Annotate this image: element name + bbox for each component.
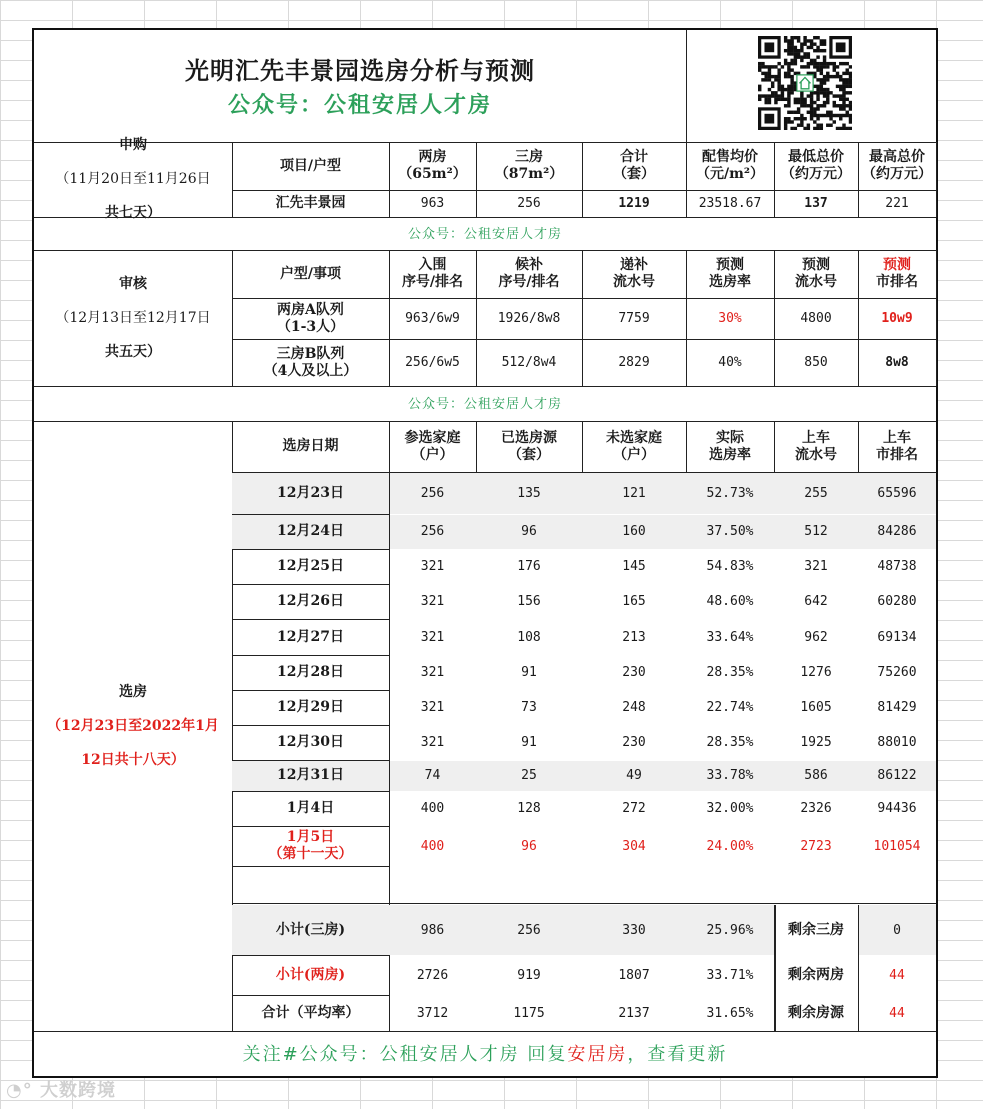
select-date: 12月27日	[277, 628, 344, 645]
select-date: 12月23日	[277, 484, 344, 501]
select-cell: 400	[420, 801, 445, 816]
apply-phase-dates: （11月20日至11月26日	[55, 171, 211, 187]
select-cell: 49	[626, 768, 642, 783]
select-cell: 121	[622, 485, 646, 501]
remaining-value: 0	[893, 922, 901, 938]
apply-header-2: 三房 （87m²）	[494, 149, 564, 182]
review-row-label: 三房B队列 （4人及以上）	[263, 345, 358, 379]
select-cell: 213	[622, 629, 646, 645]
summary-label: 合计（平均率）	[261, 1004, 360, 1021]
select-cell: 321	[804, 559, 828, 574]
select-cell: 145	[622, 559, 646, 574]
select-cell: 22.74%	[706, 700, 754, 715]
select-cell: 321	[420, 629, 445, 645]
select-header-3: 未选家庭 （户）	[606, 429, 662, 463]
select-cell: 24.00%	[706, 838, 754, 854]
review-cell: 512/8w4	[501, 355, 557, 370]
review-cell: 7759	[618, 311, 650, 326]
select-cell: 248	[622, 700, 646, 715]
select-cell: 37.50%	[706, 524, 754, 539]
review-header-6	[858, 250, 936, 298]
review-header-5: 预测 流水号	[795, 257, 837, 290]
select-cell: 96	[521, 524, 537, 539]
review-cell: 8w8	[885, 355, 909, 370]
select-header-2: 已选房源 （套）	[501, 429, 557, 463]
select-cell: 88010	[877, 735, 917, 750]
select-cell: 65596	[877, 485, 917, 501]
select-cell: 2326	[800, 801, 832, 816]
select-phase-days: 12日共十八天）	[81, 751, 185, 768]
select-cell: 400	[420, 838, 445, 854]
qr-code-icon	[758, 36, 852, 130]
select-cell: 176	[517, 559, 541, 574]
apply-header-3: 合计 （套）	[613, 149, 655, 182]
select-cell: 586	[804, 768, 828, 783]
apply-header-4: 配售均价 （元/m²）	[695, 149, 765, 182]
apply-cell-6: 221	[885, 196, 909, 211]
apply-cell-4: 23518.67	[698, 196, 762, 211]
select-cell: 81429	[877, 700, 917, 715]
select-cell: 33.78%	[706, 768, 754, 783]
select-cell: 321	[420, 735, 445, 750]
select-header-4: 实际 选房率	[709, 429, 751, 463]
select-cell: 91	[521, 665, 537, 680]
review-cell: 2829	[618, 355, 650, 370]
page-title: 光明汇先丰景园选房分析与预测	[185, 55, 535, 85]
review-header-1: 入围 序号/排名	[401, 257, 464, 290]
review-phase-dates: （12月13日至12月17日	[55, 309, 211, 326]
select-date: 12月26日	[277, 593, 344, 609]
summary-label: 小计(三房)	[275, 921, 346, 938]
remaining-value: 44	[889, 967, 905, 983]
select-cell: 33.64%	[706, 629, 754, 645]
select-cell: 1276	[800, 665, 832, 680]
select-cell: 28.35%	[706, 735, 754, 750]
apply-cell-3: 1219	[618, 196, 650, 211]
apply-phase-title: 申购	[118, 137, 147, 153]
review-header-0: 户型/事项	[279, 265, 342, 282]
apply-header-0: 项目/户型	[279, 157, 342, 174]
select-header-6: 上车 市排名	[876, 429, 918, 463]
select-phase-title: 选房	[118, 683, 147, 700]
select-date: 1月4日	[286, 800, 335, 816]
select-phase-dates: （12月23日至2022年1月	[47, 717, 219, 734]
review-cell: 963/6w9	[405, 311, 460, 326]
summary-cell: 2726	[416, 967, 449, 983]
summary-cell: 986	[420, 922, 445, 938]
select-cell: 156	[517, 594, 541, 609]
select-date: 12月31日	[277, 767, 344, 783]
apply-phase-days: 共七天）	[104, 205, 161, 221]
remaining-label: 剩余房源	[788, 1004, 844, 1021]
review-cell: 850	[804, 355, 828, 370]
select-cell: 91	[521, 735, 537, 750]
review-phase	[34, 250, 232, 386]
select-cell: 160	[622, 524, 646, 539]
review-phase-days: 共五天）	[104, 343, 161, 360]
review-row-label: 两房A队列 （1-3人）	[276, 301, 345, 335]
summary-cell: 3712	[416, 1005, 449, 1021]
note-wechat-2: 公众号：公租安居人才房	[407, 396, 562, 412]
select-cell: 94436	[877, 801, 917, 816]
select-date: 12月28日	[277, 664, 344, 680]
select-cell: 108	[517, 629, 541, 645]
select-cell: 28.35%	[706, 665, 754, 680]
summary-cell: 33.71%	[706, 967, 754, 983]
select-cell: 1605	[800, 700, 832, 715]
apply-header-1: 两房 （65m²）	[398, 149, 467, 182]
select-cell: 304	[622, 838, 646, 854]
select-cell: 230	[622, 735, 646, 750]
apply-header-6: 最高总价 （约万元）	[862, 149, 932, 182]
review-phase-title: 审核	[118, 275, 147, 292]
footer-part3: ，查看更新	[627, 1043, 728, 1065]
select-header-1: 参选家庭 （户）	[404, 429, 461, 463]
select-cell: 255	[804, 485, 828, 501]
select-cell: 321	[420, 700, 445, 715]
select-cell: 86122	[877, 768, 917, 783]
select-cell: 101054	[873, 838, 921, 854]
select-cell: 1925	[800, 735, 832, 750]
select-header-0: 选房日期	[282, 438, 339, 454]
apply-cell-2: 256	[517, 196, 541, 211]
select-cell: 512	[804, 524, 828, 539]
select-cell: 230	[622, 665, 646, 680]
select-cell: 962	[804, 629, 828, 645]
summary-cell: 31.65%	[706, 1005, 754, 1021]
select-cell: 128	[517, 801, 541, 816]
summary-cell: 330	[622, 922, 646, 938]
summary-cell: 256	[517, 922, 541, 938]
remaining-label: 剩余两房	[788, 966, 844, 983]
summary-cell: 919	[517, 967, 541, 983]
watermark-text: 大数跨境	[40, 1080, 116, 1101]
apply-header-5: 最低总价 （约万元）	[781, 149, 851, 182]
apply-cell-1: 963	[420, 196, 445, 211]
watermark	[6, 1076, 116, 1102]
page-subtitle: 公众号：公租安居人才房	[227, 91, 492, 118]
select-header-5: 上车 流水号	[795, 429, 837, 463]
watermark-icon: ◔°	[6, 1080, 33, 1101]
review-cell: 30%	[718, 311, 742, 326]
footer-note	[34, 1032, 936, 1076]
select-cell: 84286	[877, 524, 917, 539]
remaining-label: 剩余三房	[788, 921, 844, 938]
select-cell: 256	[420, 485, 445, 501]
summary-cell: 1175	[513, 1005, 545, 1021]
apply-cell-0: 汇先丰景园	[275, 195, 346, 211]
select-cell: 60280	[877, 594, 917, 609]
summary-cell: 1807	[618, 967, 650, 983]
review-header-3: 递补 流水号	[613, 257, 655, 290]
select-cell: 321	[420, 559, 445, 574]
review-header-6-top: 预测	[883, 257, 911, 273]
select-cell: 74	[424, 768, 441, 783]
footer-keyword: 安居房	[567, 1043, 628, 1065]
review-header-4: 预测 选房率	[709, 257, 751, 290]
select-cell: 2723	[800, 838, 832, 854]
select-cell: 69134	[877, 629, 917, 645]
select-date: 1月5日 （第十一天）	[268, 829, 353, 862]
footer-part1: 关注#公众号：公租安居人才房 回复	[242, 1043, 568, 1065]
note-wechat-1: 公众号：公租安居人才房	[407, 226, 562, 242]
select-cell: 54.83%	[706, 559, 754, 574]
review-cell: 256/6w5	[405, 355, 460, 370]
select-date: 12月29日	[277, 699, 344, 715]
summary-label: 小计(两房)	[275, 966, 346, 983]
analysis-sheet	[32, 28, 938, 1078]
review-header-2: 候补 序号/排名	[498, 257, 560, 290]
remaining-value: 44	[889, 1005, 905, 1021]
select-cell: 135	[517, 485, 541, 501]
select-cell: 321	[420, 665, 445, 680]
select-cell: 272	[622, 801, 646, 816]
select-cell: 96	[521, 838, 537, 854]
select-cell: 25	[521, 768, 537, 783]
select-cell: 75260	[877, 665, 917, 680]
select-date: 12月30日	[277, 734, 344, 750]
summary-cell: 25.96%	[706, 922, 754, 938]
select-date: 12月24日	[277, 523, 344, 539]
summary-cell: 2137	[618, 1005, 650, 1021]
select-cell: 321	[420, 594, 445, 609]
apply-cell-5: 137	[804, 196, 828, 211]
review-header-6-sub: 市排名	[876, 274, 918, 290]
select-phase	[34, 421, 232, 1031]
select-cell: 642	[804, 594, 828, 609]
apply-phase	[34, 137, 232, 221]
select-date: 12月25日	[277, 558, 344, 574]
select-cell: 48738	[877, 559, 917, 574]
select-cell: 48.60%	[706, 594, 754, 609]
select-cell: 32.00%	[706, 801, 754, 816]
review-cell: 1926/8w8	[497, 311, 561, 326]
select-cell: 256	[420, 524, 445, 539]
review-cell: 10w9	[881, 311, 913, 326]
review-cell: 4800	[800, 311, 832, 326]
review-cell: 40%	[718, 355, 742, 370]
select-cell: 52.73%	[706, 485, 754, 501]
select-cell: 165	[622, 594, 646, 609]
select-cell: 73	[521, 700, 537, 715]
